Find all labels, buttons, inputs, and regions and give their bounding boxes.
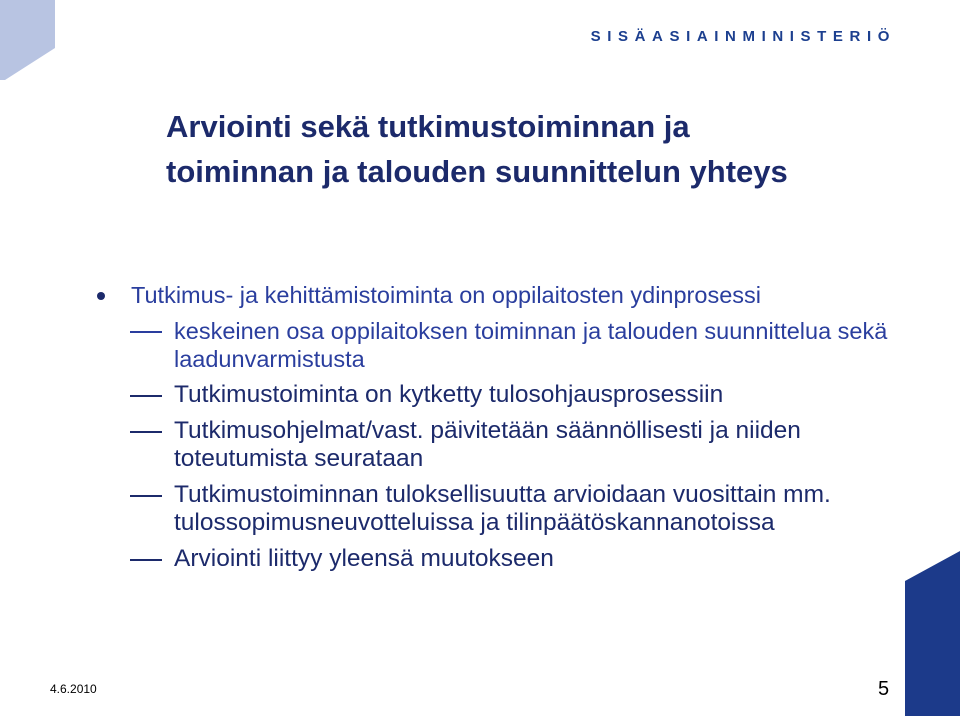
sub-bullet-item <box>0 417 900 473</box>
sub-bullet-text: Tutkimustoiminnan tuloksellisuutta arvioidaan vuosittain mm. tulossopimusneuvotteluissa ja tilinpäätöskannanotoissa <box>174 481 831 536</box>
sub-bullet-list <box>0 317 900 573</box>
corner-decoration-bottom-right <box>900 551 960 716</box>
corner-decoration-top-left <box>0 0 58 80</box>
sub-bullet-text: keskeinen osa oppilaitoksen toiminnan ja talouden suunnittelua sekä laadunvarmistusta <box>174 318 888 372</box>
sub-bullet-item <box>0 545 900 573</box>
sub-bullet-text: Arviointi liittyy yleensä muutokseen <box>174 545 554 572</box>
bullet-item <box>0 280 900 310</box>
dash-icon <box>130 431 162 433</box>
bullet-dot-icon <box>97 292 105 300</box>
ministry-logo: SISÄASIAINMINISTERIÖ <box>590 28 896 45</box>
bullet-text: Tutkimus- ja kehittämistoiminta on oppilaitosten ydinprosessi <box>131 282 761 308</box>
sub-bullet-item <box>0 317 900 373</box>
footer-date: 4.6.2010 <box>50 682 97 696</box>
dash-icon <box>130 495 162 497</box>
sub-bullet-text: Tutkimusohjelmat/vast. päivitetään säännöllisesti ja niiden toteutumista seurataan <box>174 417 801 472</box>
sub-bullet-item <box>0 481 900 537</box>
page-number: 5 <box>878 678 890 700</box>
slide-title: Arviointi sekä tutkimustoiminnan ja toiminnan ja talouden suunnittelun yhteys <box>166 109 788 189</box>
sub-bullet-text: Tutkimustoiminta on kytketty tulosohjausprosessiin <box>174 381 724 408</box>
sub-bullet-item <box>0 381 900 409</box>
dash-icon <box>130 395 162 397</box>
slide-content <box>0 280 900 581</box>
dash-icon <box>130 331 162 333</box>
dash-icon <box>130 559 162 561</box>
